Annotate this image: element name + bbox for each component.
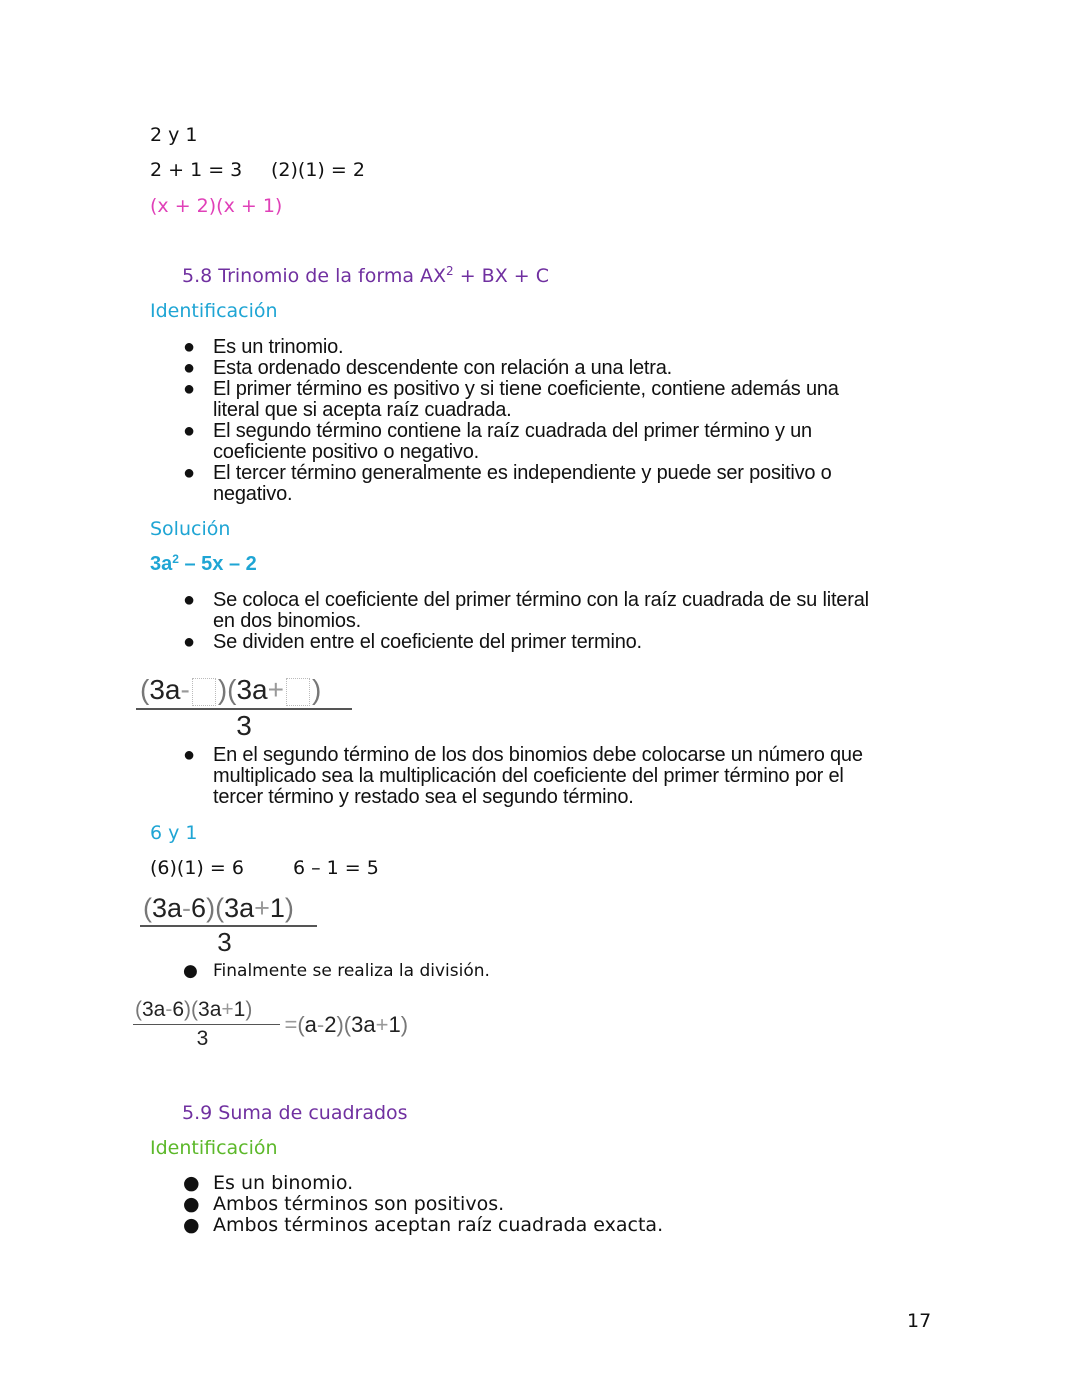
fraction-division: $\frac{(3a-6)(3a+1)}{3}$ =(a-2)(3a+1) xyxy=(135,998,409,1050)
intro-sum: 2 + 1 = 3 xyxy=(150,159,243,181)
title-superscript: 2 xyxy=(446,264,454,278)
list-item: ● El tercer término generalmente es independiente y puede ser positivo o negativo. xyxy=(183,462,832,505)
list-item: ● Se dividen entre el coeficiente del primer termino. xyxy=(183,631,642,653)
pair-product: (6)(1) = 6 xyxy=(150,857,244,879)
example-expression: $3a^2 - 5x - 2$ xyxy=(150,552,257,575)
bullet-icon: ● xyxy=(183,1214,200,1236)
section-5-8-title xyxy=(182,265,549,287)
list-item: ● El segundo término contiene la raíz cuadrada del primer término y un coeficiente positivo o negativo. xyxy=(183,420,812,463)
list-item: ● Es un trinomio. xyxy=(183,336,344,358)
fraction-binomials: (3a-6)(3a+1) 3 xyxy=(140,891,317,957)
bullet-icon: ● xyxy=(183,378,195,400)
bullet-icon: ● xyxy=(183,462,195,484)
list-item: ● Ambos términos son positivos. xyxy=(183,1193,505,1215)
bullet-icon: ● xyxy=(183,1193,200,1215)
intro-result: (x + 2)(x + 1) xyxy=(150,195,283,217)
title-text-suffix: + BX + C xyxy=(453,265,549,287)
page-number: 17 xyxy=(907,1310,932,1332)
list-item: ● Ambos términos aceptan raíz cuadrada exacta. xyxy=(183,1214,664,1236)
identification-label: Identificación xyxy=(150,300,278,322)
bullet-icon: ● xyxy=(183,357,195,379)
division-result: =(a-2)(3a+1) xyxy=(284,1012,409,1037)
list-item: ● Esta ordenado descendente con relación a una letra. xyxy=(183,357,673,379)
bullet-icon: ● xyxy=(183,961,198,981)
section-5-9-title: 5.9 Suma de cuadrados xyxy=(182,1102,408,1124)
pair-difference: 6 – 1 = 5 xyxy=(293,857,379,879)
fraction-template: (3a- )(3a+ ) 3 xyxy=(136,672,352,742)
intro-product: (2)(1) = 2 xyxy=(271,159,365,181)
bullet-icon: ● xyxy=(183,420,195,442)
solution-label: Solución xyxy=(150,518,231,540)
bullet-icon: ● xyxy=(183,336,195,358)
placeholder-box xyxy=(286,678,310,706)
title-text: 5.8 Trinomio de la forma AX xyxy=(182,265,447,287)
bullet-icon: ● xyxy=(183,744,195,766)
list-item: ● Es un binomio. xyxy=(183,1172,354,1194)
intro-pair: 2 y 1 xyxy=(150,124,198,146)
list-item: ● El primer término es positivo y si tiene coeficiente, contiene además una literal que si acepta raíz cuadrada. xyxy=(183,378,839,421)
list-item: ● Se coloca el coeficiente del primer término con la raíz cuadrada de su literal en dos binomios. xyxy=(183,589,869,632)
list-item: ● Finalmente se realiza la división. xyxy=(183,961,490,981)
placeholder-box xyxy=(192,678,216,706)
identification-label-green: Identificación xyxy=(150,1137,278,1159)
bullet-icon: ● xyxy=(183,589,195,611)
bullet-icon: ● xyxy=(183,1172,200,1194)
list-item: ● En el segundo término de los dos binomios debe colocarse un número que multiplicado sea la multiplicación del coeficiente del primer término por el tercer término y restado sea el segundo término. xyxy=(183,744,863,808)
pair-label: 6 y 1 xyxy=(150,822,198,844)
bullet-icon: ● xyxy=(183,631,195,653)
